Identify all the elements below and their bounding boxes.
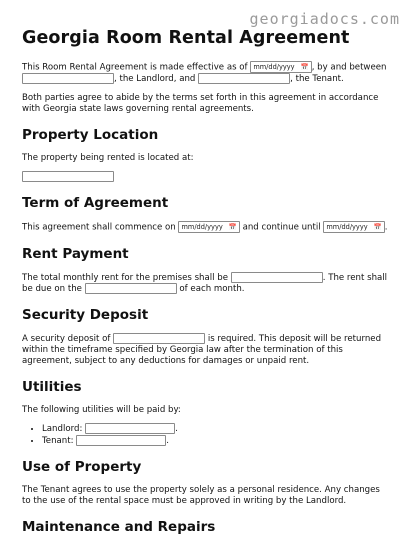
document bbox=[22, 28, 390, 545]
section-heading-deposit: Security Deposit bbox=[22, 307, 149, 324]
watermark: georgiadocs.com bbox=[249, 10, 400, 28]
list-item: • Landlord: . bbox=[42, 423, 390, 435]
end-date-input[interactable]: mm/dd/yyyy 📅 bbox=[323, 221, 384, 233]
utilities-list bbox=[22, 423, 390, 447]
calendar-icon: 📅 bbox=[300, 63, 309, 71]
tenant-utilities-field[interactable] bbox=[76, 435, 166, 446]
section-heading-term: Term of Agreement bbox=[22, 195, 169, 212]
landlord-name-field[interactable] bbox=[22, 73, 114, 84]
calendar-icon: 📅 bbox=[228, 223, 237, 232]
section-heading-utilities: Utilities bbox=[22, 378, 82, 395]
section-heading-use: Use of Property bbox=[22, 459, 142, 476]
abide-paragraph: Both parties agree to abide by the terms set forth in this agreement in accordance with Georgia state laws governing rental agreements. bbox=[22, 93, 379, 114]
rent-due-day-field[interactable] bbox=[85, 283, 177, 294]
tenant-name-field[interactable] bbox=[198, 73, 290, 84]
rent-amount-field[interactable] bbox=[231, 272, 323, 283]
rent-paragraph: The total monthly rent for the premises shall be . The rent shall be due on the of each month. bbox=[22, 272, 388, 295]
effective-date-input[interactable]: mm/dd/yyyy 📅 bbox=[250, 61, 311, 73]
term-paragraph: This agreement shall commence on mm/dd/yyyy 📅 and continue until mm/dd/yyyy 📅 . bbox=[22, 222, 388, 233]
intro-paragraph: This Room Rental Agreement is made effective as of mm/dd/yyyy 📅 , by and between , the Landlord, and , the Tenant. bbox=[22, 62, 387, 85]
commence-date-input[interactable]: mm/dd/yyyy 📅 bbox=[178, 221, 239, 233]
deposit-amount-field[interactable] bbox=[113, 333, 205, 344]
use-paragraph: The Tenant agrees to use the property solely as a personal residence. Any changes to the use of the rental space must be approved in writing by the Landlord. bbox=[22, 485, 380, 507]
calendar-icon: 📅 bbox=[373, 223, 382, 232]
section-heading-rent: Rent Payment bbox=[22, 245, 129, 262]
section-heading-maintenance: Maintenance and Repairs bbox=[22, 518, 216, 535]
deposit-paragraph: A security deposit of is required. This deposit will be returned within the timeframe specified by Georgia law after the termination of this agreement, subject to any deductions for damages or unpaid rent. bbox=[22, 334, 382, 366]
section-heading-property: Property Location bbox=[22, 126, 159, 143]
property-text: The property being rented is located at: bbox=[22, 152, 194, 163]
landlord-utilities-field[interactable] bbox=[85, 423, 175, 434]
list-item: • Tenant: . bbox=[42, 435, 390, 447]
property-address-field[interactable] bbox=[22, 171, 114, 182]
utilities-text: The following utilities will be paid by: bbox=[22, 404, 181, 415]
page-title: Georgia Room Rental Agreement bbox=[22, 28, 350, 48]
